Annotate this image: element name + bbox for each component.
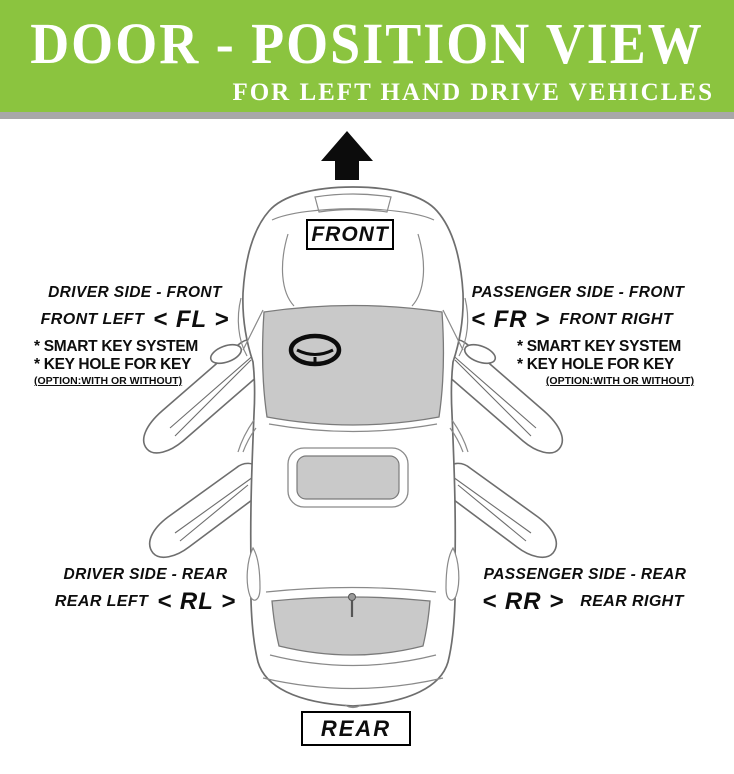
passenger-front-position-line bbox=[466, 306, 678, 334]
front-right-position-label: FRONT RIGHT bbox=[559, 311, 674, 328]
passenger-front-option-note: (OPTION:WITH OR WITHOUT) bbox=[545, 375, 695, 387]
front-label-box: FRONT bbox=[306, 219, 394, 250]
driver-front-note-smart-key: * SMART KEY SYSTEM bbox=[34, 338, 198, 355]
passenger-front-note-smart-key: * SMART KEY SYSTEM bbox=[517, 338, 681, 355]
driver-front-position-line bbox=[28, 306, 242, 334]
driver-rear-position-line bbox=[43, 588, 248, 616]
page-subtitle: FOR LEFT HAND DRIVE VEHICLES bbox=[232, 79, 714, 106]
sunroof-glass bbox=[297, 456, 399, 499]
rear-left-position-label: REAR LEFT bbox=[54, 593, 149, 610]
passenger-rear-position-line bbox=[478, 588, 688, 616]
driver-front-option-note: (OPTION:WITH OR WITHOUT) bbox=[34, 375, 183, 387]
rear-right-code: < RR > bbox=[482, 588, 565, 615]
passenger-front-note-key-hole: * KEY HOLE FOR KEY bbox=[517, 356, 675, 373]
rear-label-box: REAR bbox=[301, 711, 411, 746]
driver-rear-heading: DRIVER SIDE - REAR bbox=[63, 566, 228, 583]
passenger-front-heading: PASSENGER SIDE - FRONT bbox=[471, 284, 685, 301]
up-arrow-icon bbox=[321, 131, 373, 180]
driver-front-note-key-hole: * KEY HOLE FOR KEY bbox=[34, 356, 192, 373]
page-title: DOOR - POSITION VIEW bbox=[30, 10, 704, 76]
driver-front-heading: DRIVER SIDE - FRONT bbox=[48, 284, 222, 301]
rear-left-code: < RL > bbox=[157, 588, 237, 615]
front-right-code: < FR > bbox=[470, 306, 551, 333]
passenger-rear-heading: PASSENGER SIDE - REAR bbox=[483, 566, 687, 583]
front-left-position-label: FRONT LEFT bbox=[40, 311, 145, 328]
rear-right-position-label: REAR RIGHT bbox=[580, 593, 684, 610]
front-left-code: < FL > bbox=[153, 306, 230, 333]
windshield-glass bbox=[263, 306, 444, 426]
